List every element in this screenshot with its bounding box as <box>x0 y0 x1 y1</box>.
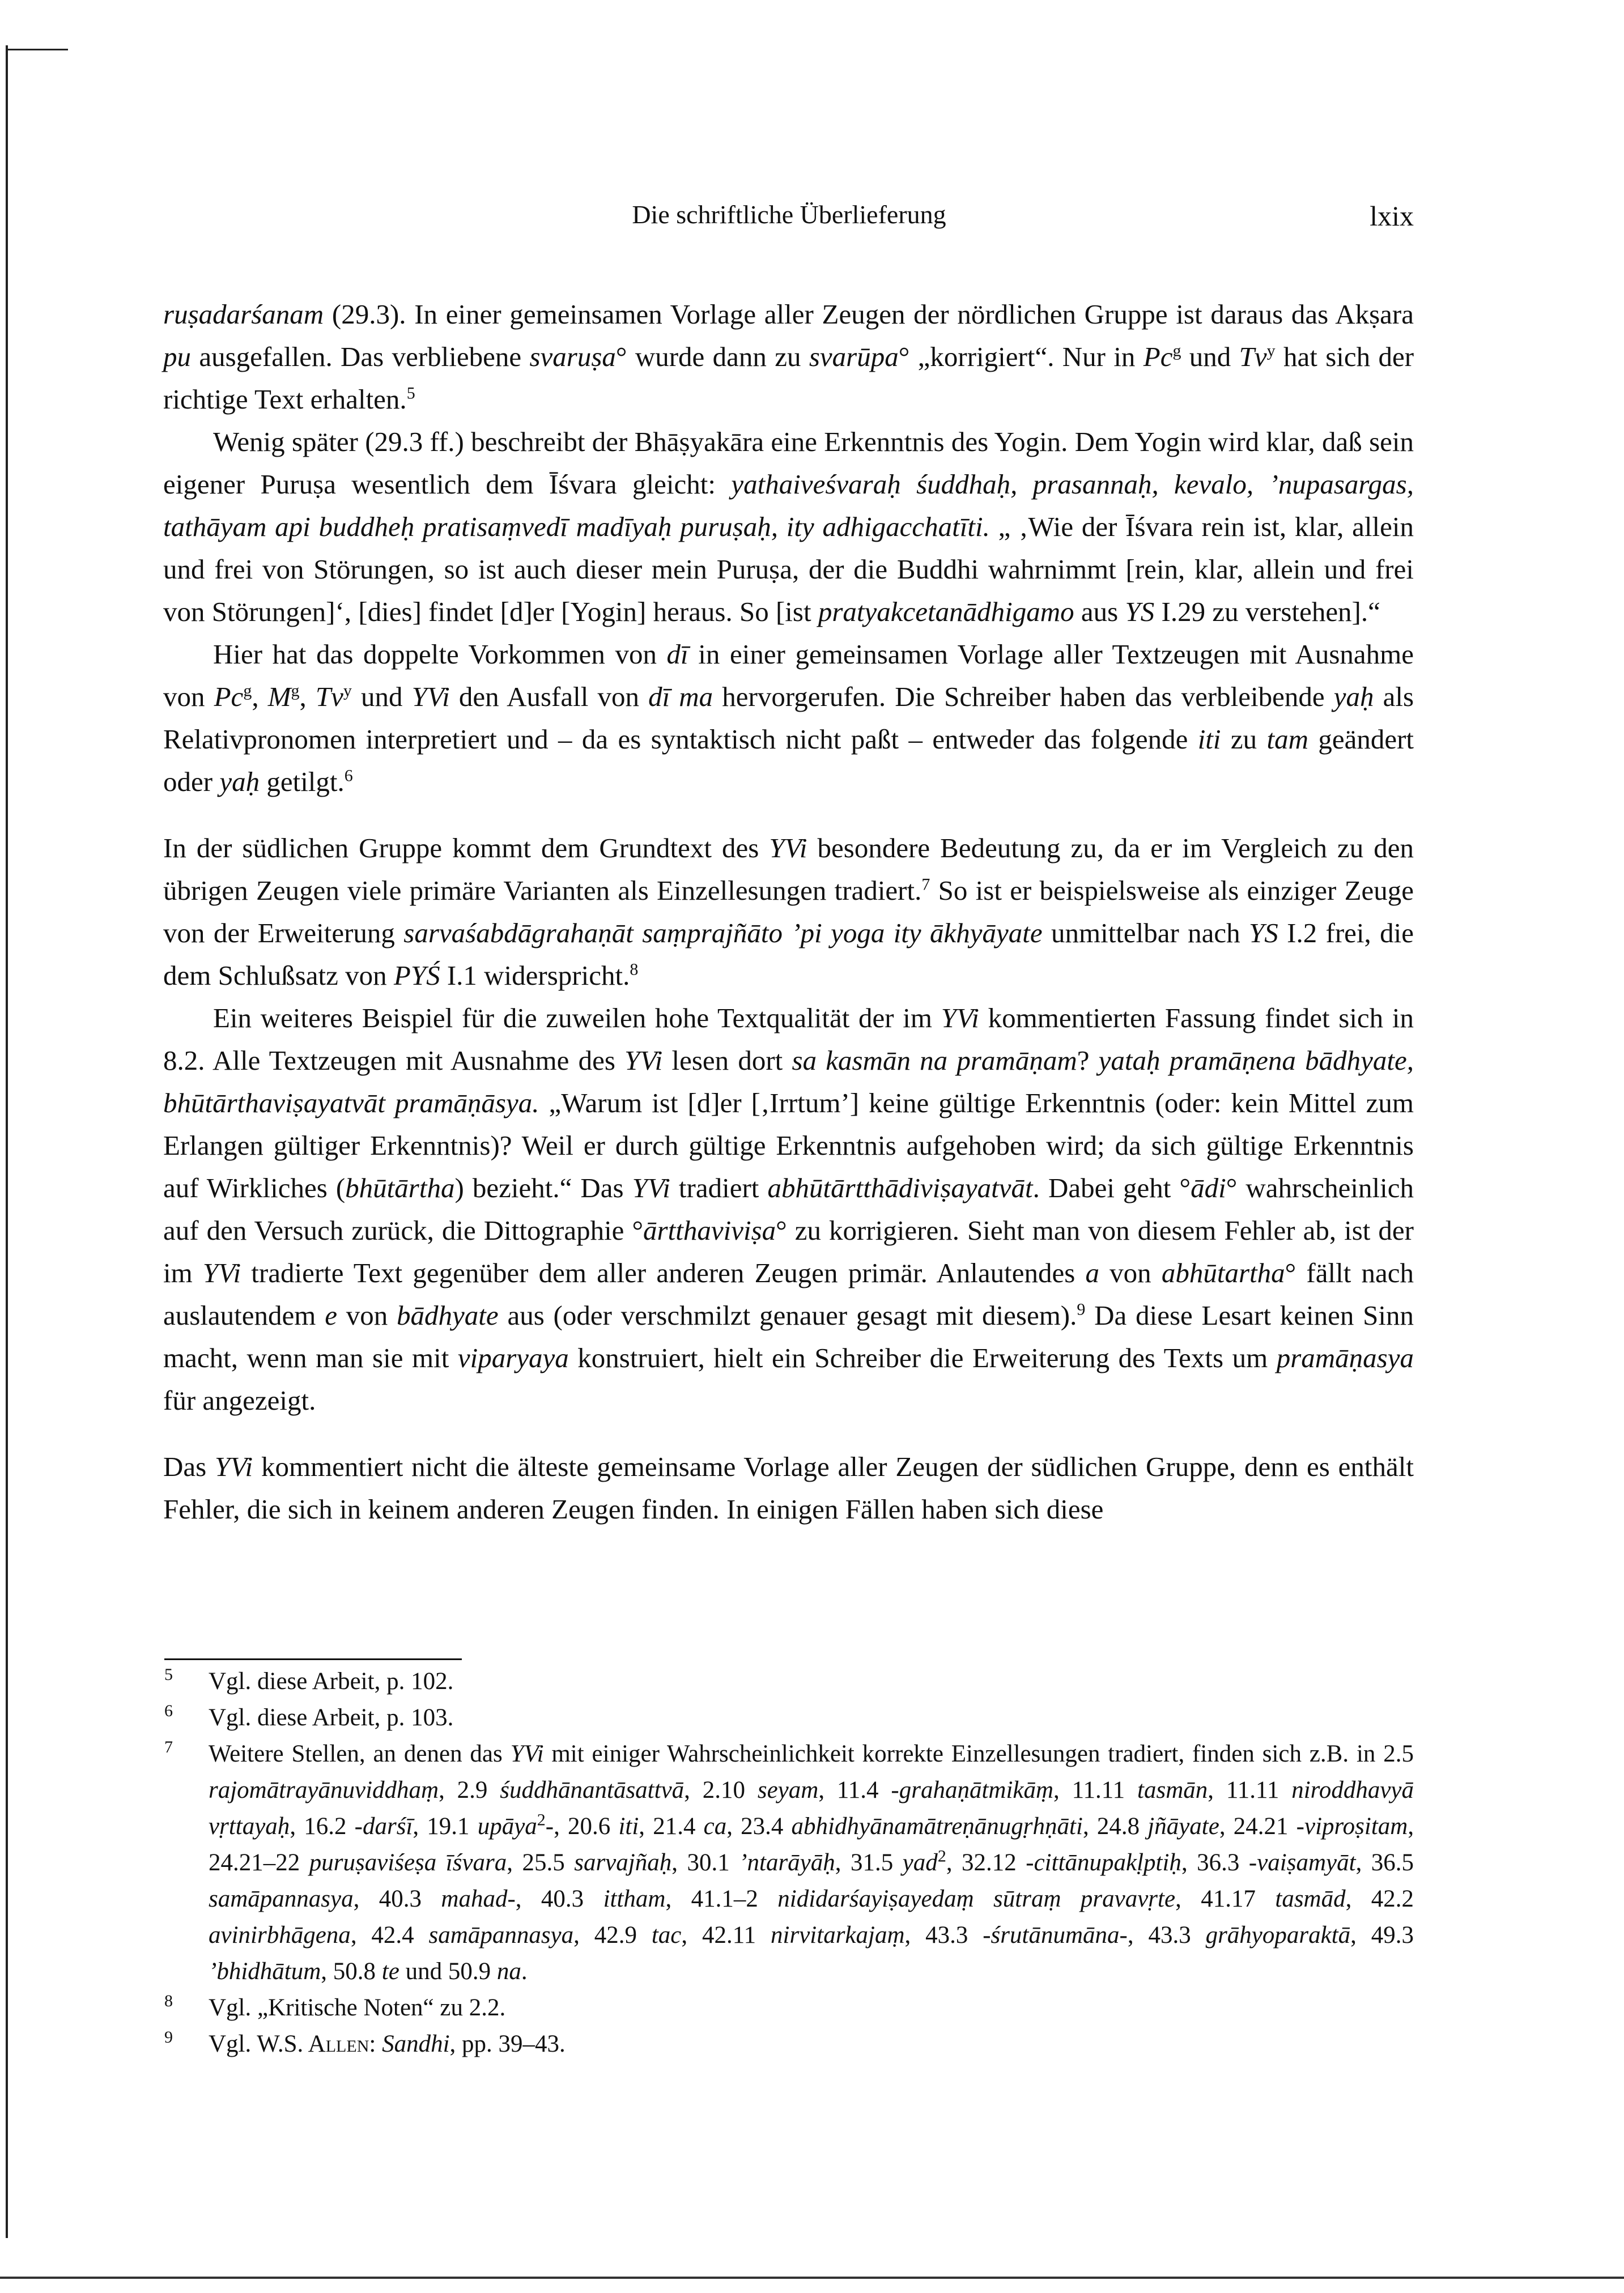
footnote-number: 5 <box>164 1665 173 1684</box>
footnote-text: Vgl. W.S. Allen: Sandhi, pp. 39–43. <box>209 2031 566 2057</box>
footnote <box>164 2026 1414 2062</box>
paragraph: Das YVi kommentiert nicht die älteste gemeinsame Vorlage aller Zeugen der südlichen Gruppe, denn es enthält Fehler, die sich in keinem anderen Zeugen finden. In einigen Fällen haben sich diese <box>163 1451 1414 1525</box>
page-number: lxix <box>1370 200 1414 232</box>
footnote-text: Vgl. diese Arbeit, p. 103. <box>209 1704 454 1731</box>
paragraph: Wenig später (29.3 ff.) beschreibt der Bhāṣyakāra eine Erkenntnis des Yogin. Dem Yogin wird klar, daß sein eigener Puruṣa wesentlich dem Īśvara gleicht: yathaiveśvaraḥ śuddhaḥ, prasannaḥ, kevalo, ’nupasargas, tathāyam api buddheḥ pratisaṃvedī madīyaḥ puruṣaḥ, ity adhigacchatīti. „ ‚Wie der Īśvara rein ist, klar, allein und frei von Störungen, so ist auch dieser mein Puruṣa, der die Buddhi wahrnimmt [rein, klar, allein und frei von Störungen]‘, [dies] findet [d]er [Yogin] heraus. So [ist pratyakcetanādhigamo aus YS I.29 zu verstehen].“ <box>163 426 1414 627</box>
paragraph: ruṣadarśanam (29.3). In einer gemeinsamen Vorlage aller Zeugen der nördlichen Gruppe ist daraus das Akṣara pu ausgefallen. Das verbliebene svaruṣa° wurde dann zu svarūpa° „korrigiert“. Nur in Pc$^g$ und Tv$^y$ hat sich der richtige Text erhalten.$^5$ <box>163 299 1414 415</box>
footnote-number: 8 <box>164 1992 173 2010</box>
footnote-text: Vgl. „Kritische Noten“ zu 2.2. <box>209 1994 506 2021</box>
scan-edge-left <box>6 45 8 2238</box>
footnote-text: Weitere Stellen, an denen das YVi mit einiger Wahrscheinlichkeit korrekte Einzellesungen tradiert, finden sich z.B. in 2.5 rajomātrayānuviddhaṃ, 2.9 śuddhānantāsattvā, 2.10 seyam, 11.4 -grahaṇātmikāṃ, 11.11 tasmān, 11.11 niroddhavyā vṛttayaḥ, 16.2 -darśī, 19.1 upāya$^2$-, 20.6 iti, 21.4 ca, 23.4 abhidhyānamātreṇānugṛhṇāti, 24.8 jñāyate, 24.21 -viproṣitam, 24.21–22 puruṣaviśeṣa īśvara, 25.5 sarvajñaḥ, 30.1 ’ntarāyāḥ, 31.5 yad$^2$, 32.12 -cittānupakḷptiḥ, 36.3 -vaiṣamyāt, 36.5 samāpannasya, 40.3 mahad-, 40.3 ittham, 41.1–2 nididarśayiṣayedaṃ sūtraṃ pravavṛte, 41.17 tasmād, 42.2 avinirbhāgena, 42.4 samāpannasya, 42.9 tac, 42.11 nirvitarkajaṃ, 43.3 -śrutānumāna-, 43.3 grāhyoparaktā, 49.3 ’bhidhātum, 50.8 te und 50.9 na. <box>209 1741 1414 1985</box>
main-text <box>163 293 1414 1530</box>
footnote-number: 7 <box>164 1738 173 1756</box>
scan-edge-top <box>6 49 68 50</box>
scan-edge-bottom <box>0 2277 1624 2279</box>
footnote-number: 9 <box>164 2028 173 2047</box>
footnote-text: Vgl. diese Arbeit, p. 102. <box>209 1668 454 1695</box>
footnote-rule <box>164 1658 462 1660</box>
page-header <box>164 199 1414 239</box>
paragraph: In der südlichen Gruppe kommt dem Grundtext des YVi besondere Bedeutung zu, da er im Vergleich zu den übrigen Zeugen viele primäre Varianten als Einzellesungen tradiert.$^7$ So ist er beispielsweise als einziger Zeuge von der Erweiterung sarvaśabdāgrahaṇāt saṃprajñāto ’pi yoga ity ākhyāyate unmittelbar nach YS I.2 frei, die dem Schlußsatz von PYŚ I.1 widerspricht.$^8$ <box>163 832 1414 991</box>
footnote <box>164 1736 1414 1990</box>
footnote <box>164 1990 1414 2026</box>
footnote <box>164 1700 1414 1736</box>
paragraph: Hier hat das doppelte Vorkommen von dī in einer gemeinsamen Vorlage aller Textzeugen mit Ausnahme von Pc$^g$, $M^g$, Tv$^y$ und YVi den Ausfall von dī ma hervorgerufen. Die Schreiber haben das verbleibende yaḥ als Relativpronomen interpretiert und – da es syntaktisch nicht paßt – entweder das folgende iti zu tam geändert oder yaḥ getilgt.$^6$ <box>163 639 1414 797</box>
running-title: Die schriftliche Überlieferung <box>632 200 946 229</box>
footnotes <box>164 1664 1414 2062</box>
paragraph: Ein weiteres Beispiel für die zuweilen hohe Textqualität der im YVi kommentierten Fassung findet sich in 8.2. Alle Textzeugen mit Ausnahme des YVi lesen dort sa kasmān na pramāṇam? yataḥ pramāṇena bādhyate, bhūtārthaviṣayatvāt pramāṇāsya. „Warum ist [d]er [‚Irrtum’] keine gültige Erkenntnis (oder: kein Mittel zum Erlangen gültiger Erkenntnis)? Weil er durch gültige Erkenntnis aufgehoben wird; da sich gültige Erkenntnis auf Wirkliches (bhūtārtha) bezieht.“ Das YVi tradiert abhūtārtthādiviṣayatvāt. Dabei geht °ādi° wahrscheinlich auf den Versuch zurück, die Dittographie °ārtthaviviṣa° zu korrigieren. Sieht man von diesem Fehler ab, ist der im YVi tradierte Text gegenüber dem aller anderen Zeugen primär. Anlautendes a von abhūtartha° fällt nach auslautendem e von bādhyate aus (oder verschmilzt genauer gesagt mit diesem).$^9$ Da diese Lesart keinen Sinn macht, wenn man sie mit viparyaya konstruiert, hielt ein Schreiber die Erweiterung des Texts um pramāṇasya für angezeigt. <box>163 1002 1414 1416</box>
footnote-number: 6 <box>164 1701 173 1720</box>
footnote <box>164 1664 1414 1700</box>
